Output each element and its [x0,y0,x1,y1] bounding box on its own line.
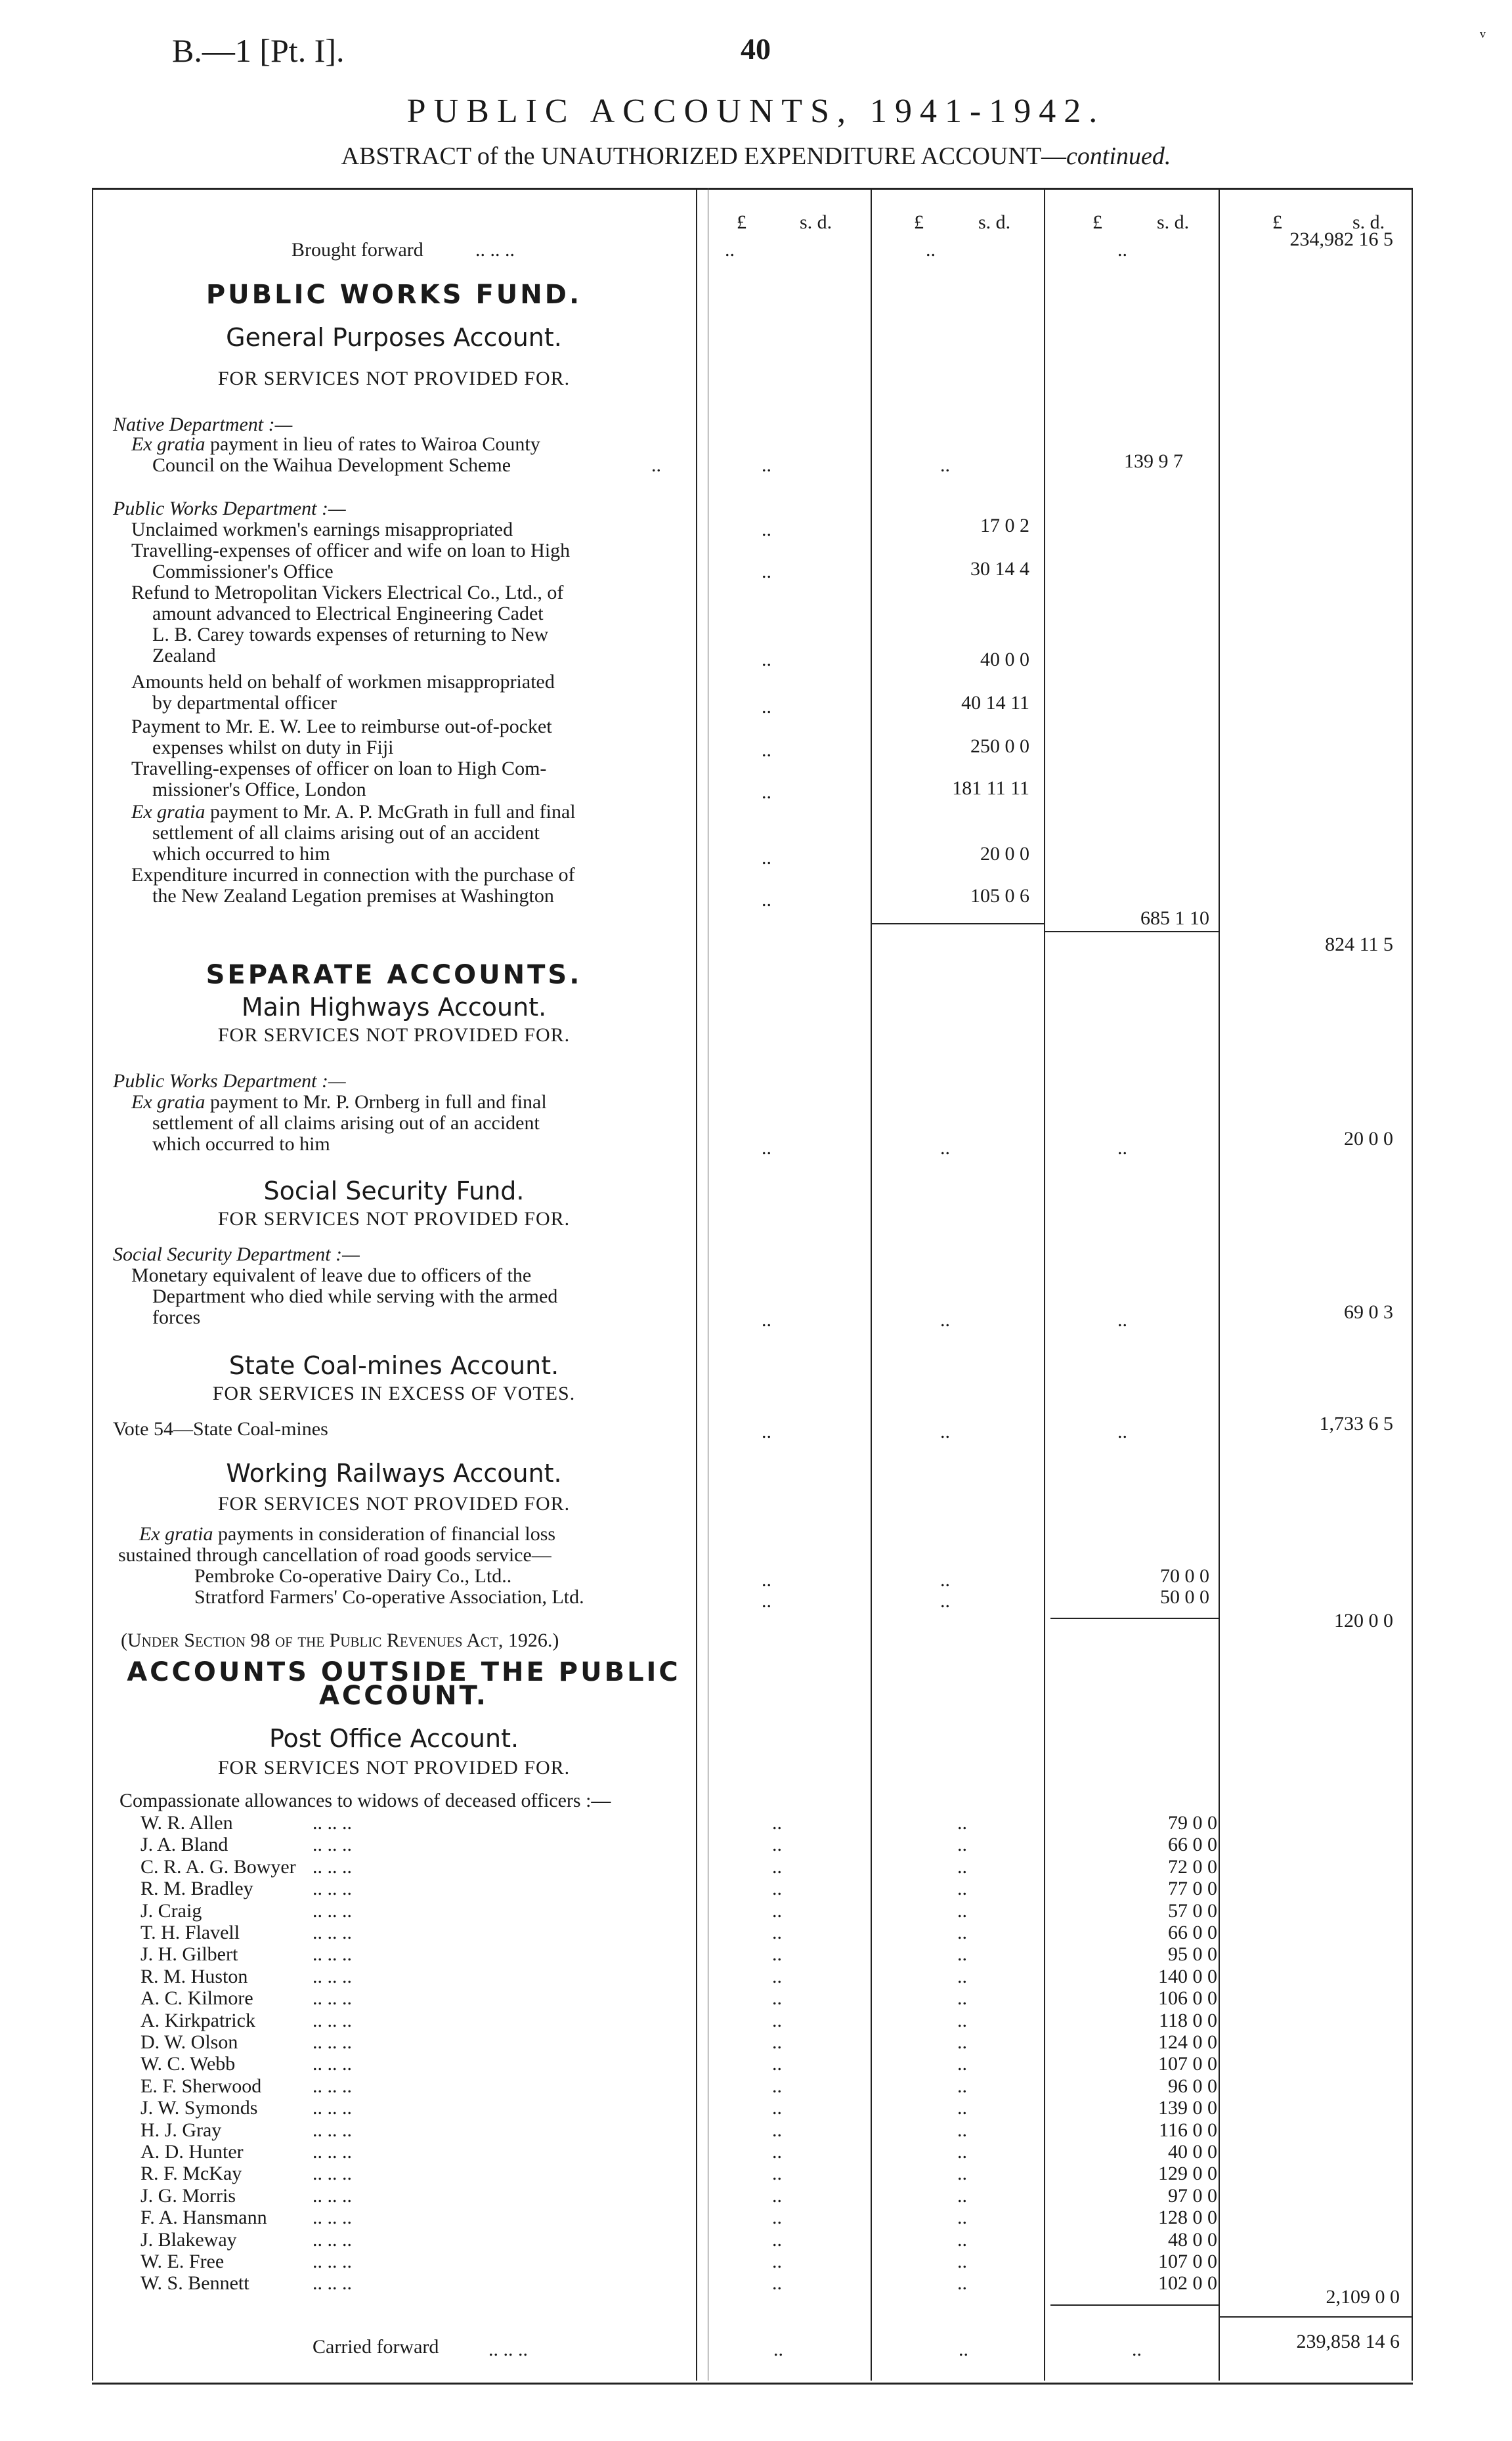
widow-leader-dots: .. .. .. [313,2251,352,2272]
dots: .. [940,1569,950,1591]
widow-amount: 102 0 0 [1158,2272,1217,2294]
dots: .. [926,239,936,261]
widow-name: J. Blakeway [140,2229,237,2251]
coal-mines-total: 1,733 6 5 [1319,1413,1393,1435]
widow-leader-dots: .. .. .. [313,2207,352,2228]
corner-mark: ᵛ [1480,26,1486,48]
carried-forward-rule [1219,2316,1412,2318]
ss-dept-heading: Social Security Department :— [113,1243,360,1265]
widow-amount: 40 0 0 [1168,2141,1217,2163]
dots: .. [772,2097,782,2119]
pw-item-4-line-1: Amounts held on behalf of workmen misappropriated [131,671,555,693]
dots: .. [1132,2339,1142,2360]
dots: .. [772,2251,782,2272]
railways-subtotal-rule [1050,1618,1219,1619]
col-rule-1 [871,188,872,2381]
post-office-total: 2,109 0 0 [1326,2286,1400,2308]
widow-amount: 124 0 0 [1158,2031,1217,2053]
pw-subtotal: 685 1 10 [1140,907,1209,929]
col3-sd: s. d. [1157,211,1190,233]
post-office-subtotal-rule [1050,2304,1219,2306]
pw-item-2-line-2: Commissioner's Office [152,561,334,582]
widow-amount: 97 0 0 [1168,2185,1217,2207]
pw-item-8-line-1: Expenditure incurred in connection with the purchase of [131,864,575,886]
col2-pound: £ [914,211,924,233]
dots: .. [959,2339,968,2360]
col1-sd: s. d. [800,211,832,233]
dots: .. [957,2272,967,2294]
pw-item-5-line-2: expenses whilst on duty in Fiji [152,737,394,758]
dots: .. [957,2185,967,2207]
rail-item-2-amount: 50 0 0 [1160,1586,1209,1608]
widow-leader-dots: .. .. .. [313,1943,352,1965]
widow-amount: 107 0 0 [1158,2251,1217,2272]
widow-name: J. G. Morris [140,2185,236,2207]
dots: .. [772,2075,782,2097]
col2-sd: s. d. [978,211,1011,233]
widow-name: C. R. A. G. Bowyer [140,1856,296,1878]
dots: .. [772,2185,782,2207]
public-works-title: PUBLIC WORKS FUND. [205,280,582,310]
pw-item-2-amount: 30 14 4 [970,558,1029,580]
dots: .. [957,1987,967,2009]
ss-line-2: Department who died while serving with the armed [152,1285,558,1307]
widow-name: J. A. Bland [140,1834,228,1855]
widow-name: J. W. Symonds [140,2097,258,2119]
dots: .. [772,1987,782,2009]
pw-dept-heading: Public Works Department :— [113,498,346,519]
page-subtitle: ABSTRACT of the UNAUTHORIZED EXPENDITURE ACCOUNT—continued. [341,142,1171,170]
compassionate-intro: Compassionate allowances to widows of deceased officers :— [119,1790,611,1811]
widow-name: W. C. Webb [140,2053,236,2075]
pw-item-7-amount: 20 0 0 [980,843,1029,865]
brought-forward-label: Brought forward [292,239,423,261]
widow-leader-dots: .. .. .. [313,2163,352,2184]
rail-item-2: Stratford Farmers' Co-operative Association, Ltd. [194,1586,584,1608]
dots: .. [957,1922,967,1943]
pw-item-8-amount: 105 0 6 [970,885,1029,907]
pw-item-6-amount: 181 11 11 [952,777,1029,799]
widow-leader-dots: .. .. .. [313,1856,352,1878]
dots: .. [957,1856,967,1878]
pw-subtotal-rule [871,923,1044,924]
pw-item-3-amount: 40 0 0 [980,649,1029,670]
dots: .. [772,2141,782,2163]
dots: .. [762,649,771,670]
dots: .. [957,2163,967,2184]
widow-amount: 72 0 0 [1168,1856,1217,1878]
widow-name: A. D. Hunter [140,2141,244,2163]
post-office-heading: Post Office Account. [269,1724,519,1753]
widow-leader-dots: .. .. .. [313,1878,352,1899]
rail-item-1: Pembroke Co-operative Dairy Co., Ltd.. [194,1565,512,1587]
col4-sd: s. d. [1352,211,1385,233]
dots: .. [762,1569,771,1591]
pw-item-3-line-3: L. B. Carey towards expenses of returning to New [152,624,549,645]
dots: .. [957,2141,967,2163]
widow-amount: 66 0 0 [1168,1834,1217,1855]
widow-name: R. M. Bradley [140,1878,253,1899]
widow-name: H. J. Gray [140,2119,222,2141]
coal-mines-heading: State Coal-mines Account. [228,1351,559,1380]
widow-name: F. A. Hansmann [140,2207,267,2228]
carried-forward-dots: .. .. .. [488,2339,528,2360]
dots: .. [651,454,661,476]
widow-leader-dots: .. .. .. [313,1900,352,1922]
widow-name: A. Kirkpatrick [140,2010,255,2031]
dots: .. [772,1856,782,1878]
dots: .. [957,2097,967,2119]
widow-amount: 129 0 0 [1158,2163,1217,2184]
page-number: 40 [741,32,771,66]
coal-mines-vote: Vote 54—State Coal-mines [113,1418,328,1440]
widow-amount: 140 0 0 [1158,1966,1217,1987]
dots: .. [1117,1421,1127,1442]
dots: .. [957,2119,967,2141]
dots: .. [725,239,735,261]
dots: .. [772,1834,782,1855]
pw-item-3-line-1: Refund to Metropolitan Vickers Electrical Co., Ltd., of [131,582,564,603]
native-item-line-1: Ex gratia payment in lieu of rates to Wairoa County [131,433,540,455]
dots: .. [762,739,771,761]
widow-leader-dots: .. .. .. [313,1834,352,1855]
dots: .. [957,2207,967,2228]
widow-leader-dots: .. .. .. [313,1987,352,2009]
dots: .. [772,1922,782,1943]
widow-amount: 95 0 0 [1168,1943,1217,1965]
widow-name: J. H. Gilbert [140,1943,238,1965]
brought-forward-dots: .. .. .. [475,239,515,261]
dots: .. [762,561,771,582]
native-amount: 139 9 7 [1124,450,1183,472]
widow-leader-dots: .. .. .. [313,2185,352,2207]
pw-item-1-amount: 17 0 2 [980,515,1029,536]
widow-leader-dots: .. .. .. [313,1966,352,1987]
social-security-caption: FOR SERVICES NOT PROVIDED FOR. [217,1208,571,1230]
social-security-heading: Social Security Fund. [263,1177,525,1205]
dots: .. [1117,239,1127,261]
widow-amount: 118 0 0 [1159,2010,1217,2031]
dots: .. [957,1812,967,1834]
dots: .. [762,847,771,869]
railways-heading: Working Railways Account. [226,1459,562,1488]
widow-leader-dots: .. .. .. [313,2119,352,2141]
pw-item-2-line-1: Travelling-expenses of officer and wife on loan to High [131,540,571,561]
carried-forward-label: Carried forward [313,2336,439,2358]
col4-pound: £ [1272,211,1282,233]
dots: .. [762,889,771,911]
dots: .. [773,2339,783,2360]
widow-name: R. M. Huston [140,1966,248,1987]
widow-amount: 128 0 0 [1158,2207,1217,2228]
col3-pound: £ [1092,211,1102,233]
widow-name: J. Craig [140,1900,202,1922]
col-rule-right [1412,188,1413,2381]
ss-line-3: forces [152,1307,201,1328]
widow-leader-dots: .. .. .. [313,1812,352,1834]
widow-leader-dots: .. .. .. [313,2097,352,2119]
widow-amount: 107 0 0 [1158,2053,1217,2075]
dots: .. [772,2163,782,2184]
dots: .. [940,1137,950,1159]
native-dept-heading: Native Department :— [113,414,293,435]
railways-total: 120 0 0 [1334,1610,1393,1631]
dots: .. [772,2229,782,2251]
widow-leader-dots: .. .. .. [313,2031,352,2053]
widow-leader-dots: .. .. .. [313,1922,352,1943]
pw-item-4-amount: 40 14 11 [961,692,1029,714]
ss-line-1: Monetary equivalent of leave due to officers of the [131,1264,532,1286]
widow-name: A. C. Kilmore [140,1987,253,2009]
rail-line-1: Ex gratia payments in consideration of financial loss [139,1523,556,1545]
widow-amount: 57 0 0 [1168,1900,1217,1922]
pw-item-5-amount: 250 0 0 [970,735,1029,757]
widow-amount: 106 0 0 [1158,1987,1217,2009]
dots: .. [762,1137,771,1159]
dots: .. [762,1309,771,1331]
rail-item-1-amount: 70 0 0 [1160,1565,1209,1587]
page-title: PUBLIC ACCOUNTS, 1941-1942. [406,93,1106,130]
dots: .. [940,1590,950,1612]
separate-accounts-title: SEPARATE ACCOUNTS. [205,960,582,990]
widow-amount: 139 0 0 [1158,2097,1217,2119]
dots: .. [1117,1137,1127,1159]
dots: .. [772,2010,782,2031]
dots: .. [772,1900,782,1922]
pw-item-3-line-2: amount advanced to Electrical Engineering Cadet [152,603,544,624]
dots: .. [762,1590,771,1612]
dots: .. [957,2251,967,2272]
outside-title-1: ACCOUNTS OUTSIDE THE PUBLIC [127,1657,681,1687]
dots: .. [957,2010,967,2031]
dots: .. [940,1421,950,1442]
widow-leader-dots: .. .. .. [313,2141,352,2163]
railways-caption: FOR SERVICES NOT PROVIDED FOR. [217,1493,571,1515]
dots: .. [772,1812,782,1834]
widow-name: W. E. Free [140,2251,225,2272]
pw-item-7-line-3: which occurred to him [152,843,330,865]
dots: .. [957,2075,967,2097]
pw-item-6-line-1: Travelling-expenses of officer on loan to High Com- [131,758,547,779]
widow-amount: 77 0 0 [1168,1878,1217,1899]
post-office-caption: FOR SERVICES NOT PROVIDED FOR. [217,1757,571,1779]
widow-name: W. R. Allen [140,1812,233,1834]
col-rule-left [92,188,93,2381]
widow-amount: 48 0 0 [1168,2229,1217,2251]
pw-item-1: Unclaimed workmen's earnings misappropriated [131,519,513,540]
dots: .. [762,781,771,803]
widow-name: D. W. Olson [140,2031,238,2053]
dots: .. [772,2272,782,2294]
dots: .. [957,2229,967,2251]
dots: .. [772,2119,782,2141]
rail-line-2: sustained through cancellation of road goods service— [118,1544,551,1566]
widow-amount: 79 0 0 [1168,1812,1217,1834]
dots: .. [957,1834,967,1855]
outside-title-2: ACCOUNT. [318,1681,489,1711]
dots: .. [762,519,771,540]
main-highways-heading: Main Highways Account. [241,993,547,1022]
dots: .. [772,2031,782,2053]
widow-name: E. F. Sherwood [140,2075,262,2097]
dots: .. [1117,1309,1127,1331]
mh-dept-heading: Public Works Department :— [113,1070,346,1092]
fund-total-rule [1044,931,1219,932]
statute-reference: (Under Section 98 of the Public Revenues Act, 1926.) [121,1630,559,1651]
dots: .. [772,1943,782,1965]
widow-amount: 96 0 0 [1168,2075,1217,2097]
dots: .. [940,454,950,476]
widow-leader-dots: .. .. .. [313,2229,352,2251]
dots: .. [772,1966,782,1987]
col-rule-2 [1044,188,1045,2381]
pw-item-7-line-2: settlement of all claims arising out of an accident [152,822,540,844]
pw-item-3-line-4: Zealand [152,645,216,666]
public-works-caption: FOR SERVICES NOT PROVIDED FOR. [217,368,571,389]
pw-item-8-line-2: the New Zealand Legation premises at Washington [152,885,554,907]
carried-forward-total: 239,858 14 6 [1296,2331,1400,2352]
brought-forward-total: 234,982 16 5 [1289,228,1393,250]
widow-leader-dots: .. .. .. [313,2272,352,2294]
pw-item-7-line-1: Ex gratia payment to Mr. A. P. McGrath in full and final [131,801,576,823]
dots: .. [957,1900,967,1922]
coal-mines-caption: FOR SERVICES IN EXCESS OF VOTES. [212,1383,576,1404]
dots: .. [762,454,771,476]
widow-name: W. S. Bennett [140,2272,249,2294]
mh-line-3: which occurred to him [152,1133,330,1155]
dots: .. [957,1943,967,1965]
widow-name: T. H. Flavell [140,1922,240,1943]
widow-leader-dots: .. .. .. [313,2075,352,2097]
col-rule-3 [1219,188,1220,2381]
dots: .. [762,1421,771,1442]
dots: .. [772,2053,782,2075]
widow-amount: 116 0 0 [1159,2119,1217,2141]
report-reference: B.—1 [Pt. I]. [172,32,345,69]
widow-amount: 66 0 0 [1168,1922,1217,1943]
dots: .. [940,1309,950,1331]
dots: .. [957,2053,967,2075]
pw-item-4-line-2: by departmental officer [152,692,337,714]
pw-item-5-line-1: Payment to Mr. E. W. Lee to reimburse out-of-pocket [131,716,552,737]
col-rule-desc [696,188,697,2381]
widow-leader-dots: .. .. .. [313,2010,352,2031]
col1-pound: £ [737,211,746,233]
general-purposes-heading: General Purposes Account. [226,323,562,352]
public-works-total: 824 11 5 [1325,934,1393,955]
widow-name: R. F. McKay [140,2163,242,2184]
dots: .. [957,1966,967,1987]
widow-leader-dots: .. .. .. [313,2053,352,2075]
dots: .. [957,1878,967,1899]
dots: .. [772,1878,782,1899]
pw-item-6-line-2: missioner's Office, London [152,779,366,800]
main-highways-total: 20 0 0 [1344,1128,1393,1150]
mh-line-1: Ex gratia payment to Mr. P. Ornberg in full and final [131,1091,547,1113]
main-highways-caption: FOR SERVICES NOT PROVIDED FOR. [217,1024,571,1046]
dots: .. [957,2031,967,2053]
mh-line-2: settlement of all claims arising out of an accident [152,1112,540,1134]
dots: .. [772,2207,782,2228]
social-security-total: 69 0 3 [1344,1301,1393,1323]
dots: .. [762,696,771,718]
native-item-line-2: Council on the Waihua Development Scheme [152,454,511,476]
